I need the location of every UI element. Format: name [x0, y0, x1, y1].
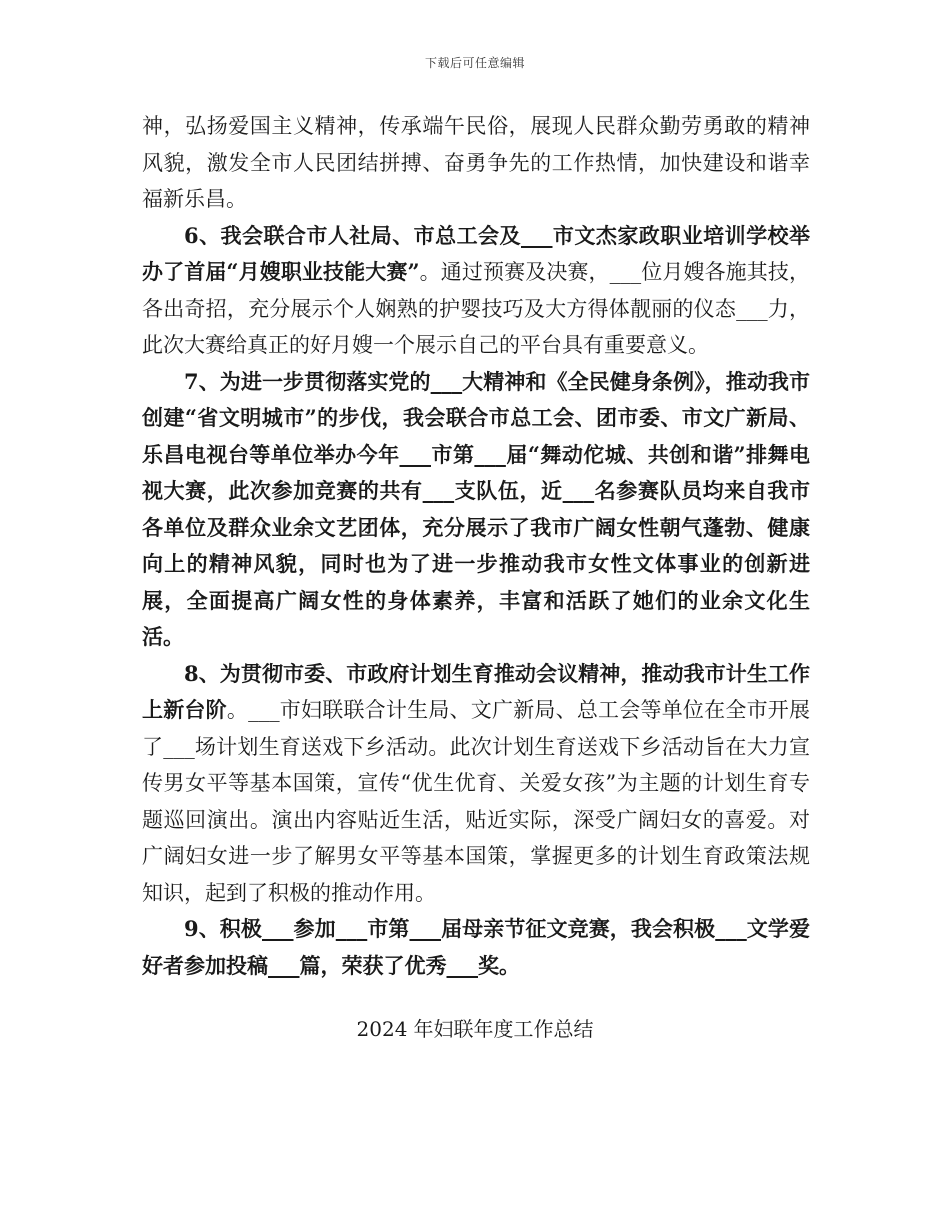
- paragraph-continuation: 神，弘扬爱国主义精神，传承端午民俗，展现人民群众勤劳勇敢的精神风貌，激发全市人民团结拼搏、奋勇争先的工作热情，加快建设和谐幸福新乐昌。: [142, 114, 810, 211]
- paragraph-item-8-lead: 8、为贯彻市委、市政府计划生育推动会议精神，推动我市计生工作上新台阶: [142, 660, 810, 722]
- paragraph-item-8: [142, 656, 810, 912]
- paragraph-item-8-body: 。___市妇联联合计生局、文广新局、总工会等单位在全市开展了___场计划生育送戏下乡活动。此次计划生育送戏下乡活动旨在大力宣传男女平等基本国策，宣传“优生优育、关爱女孩”为主题的计划生育专题巡回演出。演出内容贴近生活，贴近实际，深受广阔妇女的喜爱。对广阔妇女进一步了解男女平等基本国策，掌握更多的计划生育政策法规知识，起到了积极的推动作用。: [142, 698, 811, 905]
- header-note: 下载后可任意编辑: [424, 56, 525, 70]
- paragraph-item-6: [142, 218, 810, 364]
- paragraph-item-7: 7、为进一步贯彻落实党的___大精神和《全民健身条例》，推动我市创建“省文明城市”的步伐，我会联合市总工会、团市委、市文广新局、乐昌电视台等单位举办今年___市第___届“舞动佗城、共创和谐”排舞电视大赛，此次参加竞赛的共有___支队伍，近___名参赛队员均来自我市各单位及群众业余文艺团体，充分展示了我市广阔女性朝气蓬勃、健康向上的精神风貌，同时也为了进一步推动我市女性文体事业的创新进展，全面提高广阔女性的身体素养，丰富和活跃了她们的业余文化生活。: [142, 368, 810, 649]
- paragraph-item-9: 9、积极___参加___市第___届母亲节征文竞赛，我会积极___文学爱好者参加投稿___篇，荣获了优秀___奖。: [142, 916, 810, 978]
- document-title: [0, 1014, 950, 1044]
- title-text: 年妇联年度工作总结: [413, 1017, 594, 1041]
- paragraph-item-6-lead: 6、我会联合市人社局、市总工会及___市文杰家政职业培训学校举办了首届“月嫂职业技能大赛”: [142, 222, 810, 284]
- title-year: 2024: [356, 1017, 408, 1041]
- document-body: [142, 108, 810, 984]
- paragraph-item-6-body: 。通过预赛及决赛，___位月嫂各施其技，各出奇招，充分展示个人娴熟的护婴技巧及大方得体靓丽的仪态___力，此次大赛给真正的好月嫂一个展示自己的平台具有重要意义。: [142, 260, 810, 357]
